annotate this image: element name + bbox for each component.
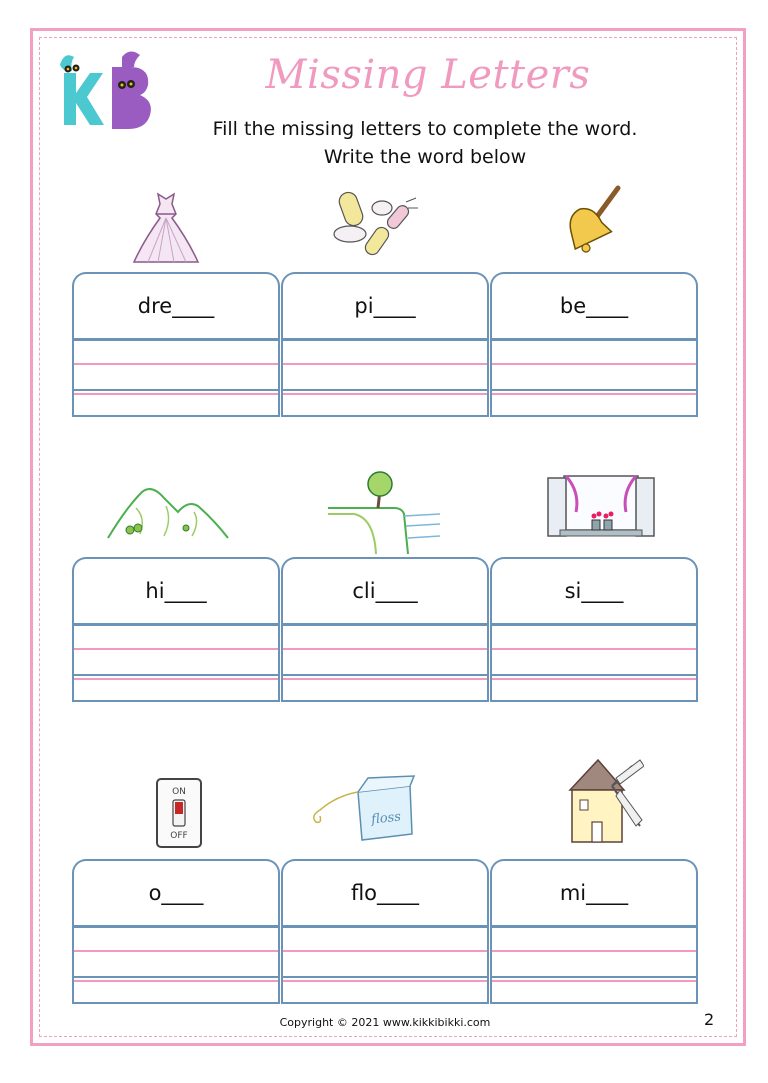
word-prompt: o____ [72, 859, 280, 925]
svg-text:OFF: OFF [170, 831, 188, 841]
dress-picture [128, 190, 204, 266]
dental-floss-picture [306, 774, 418, 844]
writing-lines[interactable] [72, 623, 280, 702]
writing-lines[interactable] [281, 623, 489, 702]
word-box [281, 272, 489, 417]
writing-lines[interactable] [281, 338, 489, 417]
word-prompt: pi____ [281, 272, 489, 338]
svg-text:floss: floss [370, 809, 402, 828]
word-prompt: hi____ [72, 557, 280, 623]
word-prompt: mi____ [490, 859, 698, 925]
word-row-2 [72, 557, 699, 702]
word-box [490, 557, 698, 702]
word-box [72, 272, 280, 417]
word-row-3 [72, 859, 699, 1004]
hills-picture [106, 478, 230, 544]
kb-logo [50, 45, 160, 135]
instruction-line-2: Write the word below [323, 146, 527, 168]
word-prompt: flo____ [281, 859, 489, 925]
word-box [490, 272, 698, 417]
copyright-notice: Copyright © 2021 www.kikkibikki.com [279, 1016, 491, 1029]
bell-picture [556, 182, 630, 260]
svg-text:ON: ON [172, 787, 186, 797]
word-box [281, 557, 489, 702]
word-box [490, 859, 698, 1004]
writing-lines[interactable] [281, 925, 489, 1004]
writing-lines[interactable] [72, 338, 280, 417]
word-box [281, 859, 489, 1004]
cliff-picture [324, 468, 442, 554]
writing-lines[interactable] [490, 623, 698, 702]
worksheet-title: Missing Letters [265, 52, 591, 98]
word-row-1 [72, 272, 699, 417]
window-sill-picture [546, 472, 656, 544]
pills-picture [330, 186, 420, 258]
word-prompt: be____ [490, 272, 698, 338]
word-prompt: dre____ [72, 272, 280, 338]
windmill-picture [560, 756, 644, 846]
word-box [72, 557, 280, 702]
instruction-line-1: Fill the missing letters to complete the word. [212, 118, 638, 140]
writing-lines[interactable] [490, 925, 698, 1004]
word-prompt: si____ [490, 557, 698, 623]
word-prompt: cli____ [281, 557, 489, 623]
light-switch-picture [154, 776, 204, 850]
writing-lines[interactable] [490, 338, 698, 417]
writing-lines[interactable] [72, 925, 280, 1004]
word-box [72, 859, 280, 1004]
page-number: 2 [704, 1010, 715, 1029]
